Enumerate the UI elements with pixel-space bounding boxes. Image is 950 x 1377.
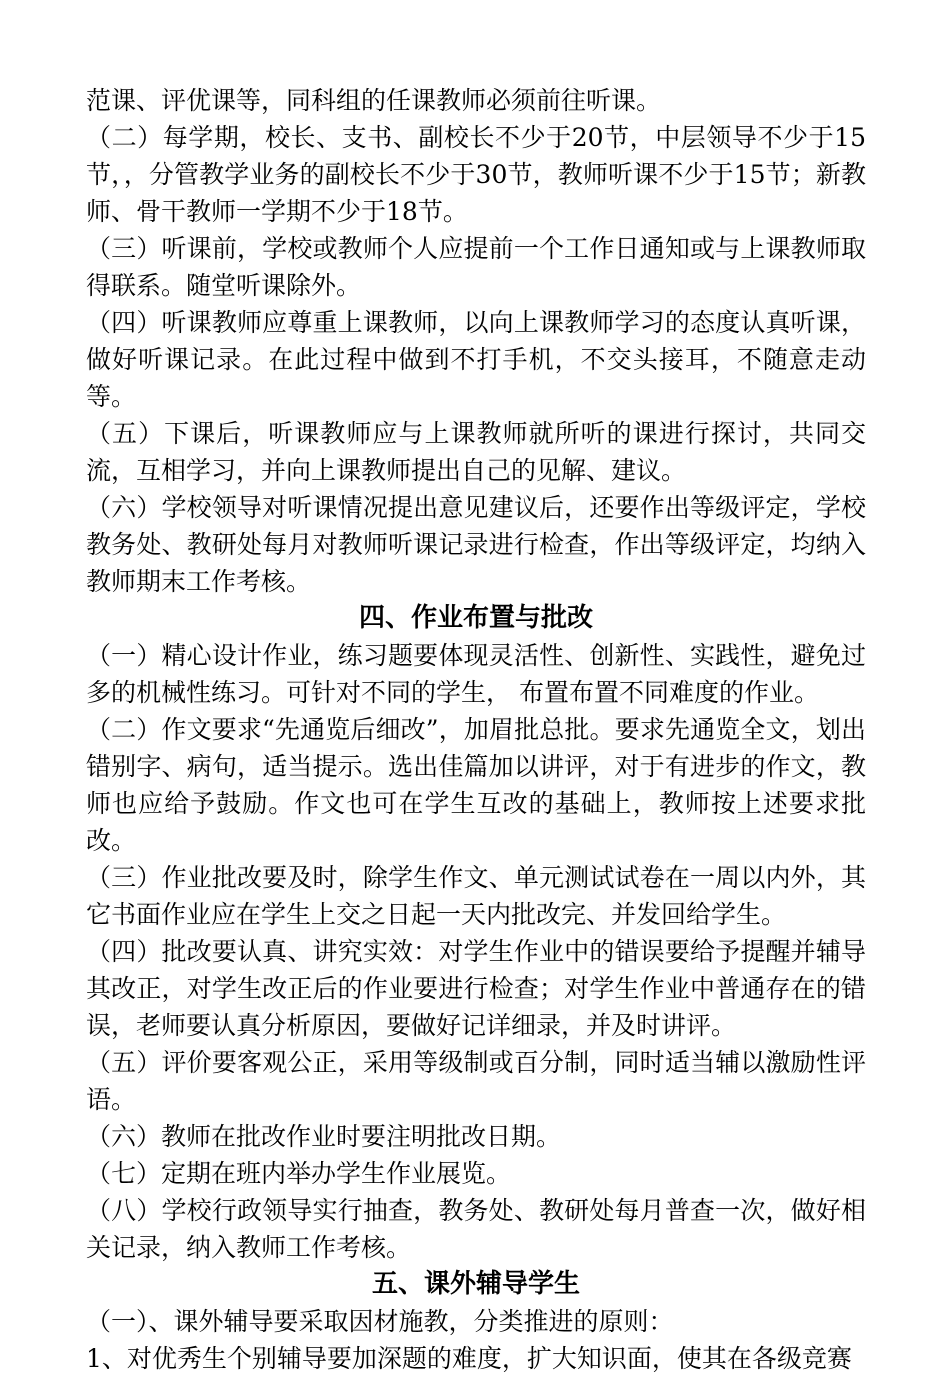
paragraph-homework-date: （六）教师在批改作业时要注明批改日期。 [86, 1122, 562, 1151]
paragraph-tutoring-excellent: 1、对优秀生个别辅导要加深题的难度，扩大知识面，使其在各级竞赛 [86, 1344, 852, 1373]
paragraph-listen-notice: （三）听课前，学校或教师个人应提前一个工作日通知或与上课教师取得联系。随堂听课除外。 [86, 234, 866, 300]
paragraph-homework-inspection: （八）学校行政领导实行抽查，教务处、教研处每月普查一次，做好相关记录，纳入教师工作考核。 [86, 1196, 866, 1262]
paragraph-homework-evaluation: （五）评价要客观公正，采用等级制或百分制，同时适当辅以激励性评语。 [86, 1048, 866, 1114]
paragraph-tutoring-principle: （一）、课外辅导要采取因材施教，分类推进的原则： [86, 1307, 674, 1336]
paragraph-listen-hours: （二）每学期，校长、支书、副校长不少于20节，中层领导不少于15节，，分管教学业务的副校长不少于30节，教师听课不少于15节；新教师、骨干教师一学期不少于18节。 [86, 123, 866, 226]
paragraph-homework-design: （一）精心设计作业，练习题要体现灵活性、创新性、实践性，避免过多的机械性练习。可针对不同的学生， 布置布置不同难度的作业。 [86, 641, 866, 707]
paragraph-listen-class-continued: 范课、评优课等，同科组的任课教师必须前往听课。 [86, 86, 662, 115]
paragraph-listen-discussion: （五）下课后，听课教师应与上课教师就所听的课进行探讨，共同交流，互相学习，并向上课教师提出自己的见解、建议。 [86, 419, 866, 485]
paragraph-listen-respect: （四）听课教师应尊重上课教师，以向上课教师学习的态度认真听课，做好听课记录。在此过程中做到不打手机，不交头接耳，不随意走动等。 [86, 308, 866, 411]
paragraph-homework-exhibition: （七）定期在班内举办学生作业展览。 [86, 1159, 512, 1188]
document-body [86, 82, 866, 1377]
section-heading-tutoring: 五、课外辅导学生 [371, 1269, 580, 1299]
paragraph-homework-composition: （二）作文要求“先通览后细改”，加眉批总批。要求先通览全文，划出错别字、病句，适当提示。选出佳篇加以讲评，对于有进步的作文，教师也应给予鼓励。作文也可在学生互改的基础上，教师按上述要求批改。 [86, 715, 866, 855]
paragraph-homework-timely: （三）作业批改要及时，除学生作文、单元测试试卷在一周以内外，其它书面作业应在学生上交之日起一天内批改完、并发回给学生。 [86, 863, 866, 929]
paragraph-homework-careful: （四）批改要认真、讲究实效：对学生作业中的错误要给予提醒并辅导其改正，对学生改正后的作业要进行检查；对学生作业中普通存在的错误，老师要认真分析原因，要做好记详细录，并及时讲评。 [86, 937, 866, 1040]
section-heading-homework: 四、作业布置与批改 [358, 603, 593, 633]
paragraph-listen-evaluation: （六）学校领导对听课情况提出意见建议后，还要作出等级评定，学校教务处、教研处每月对教师听课记录进行检查，作出等级评定，均纳入教师期末工作考核。 [86, 493, 866, 596]
